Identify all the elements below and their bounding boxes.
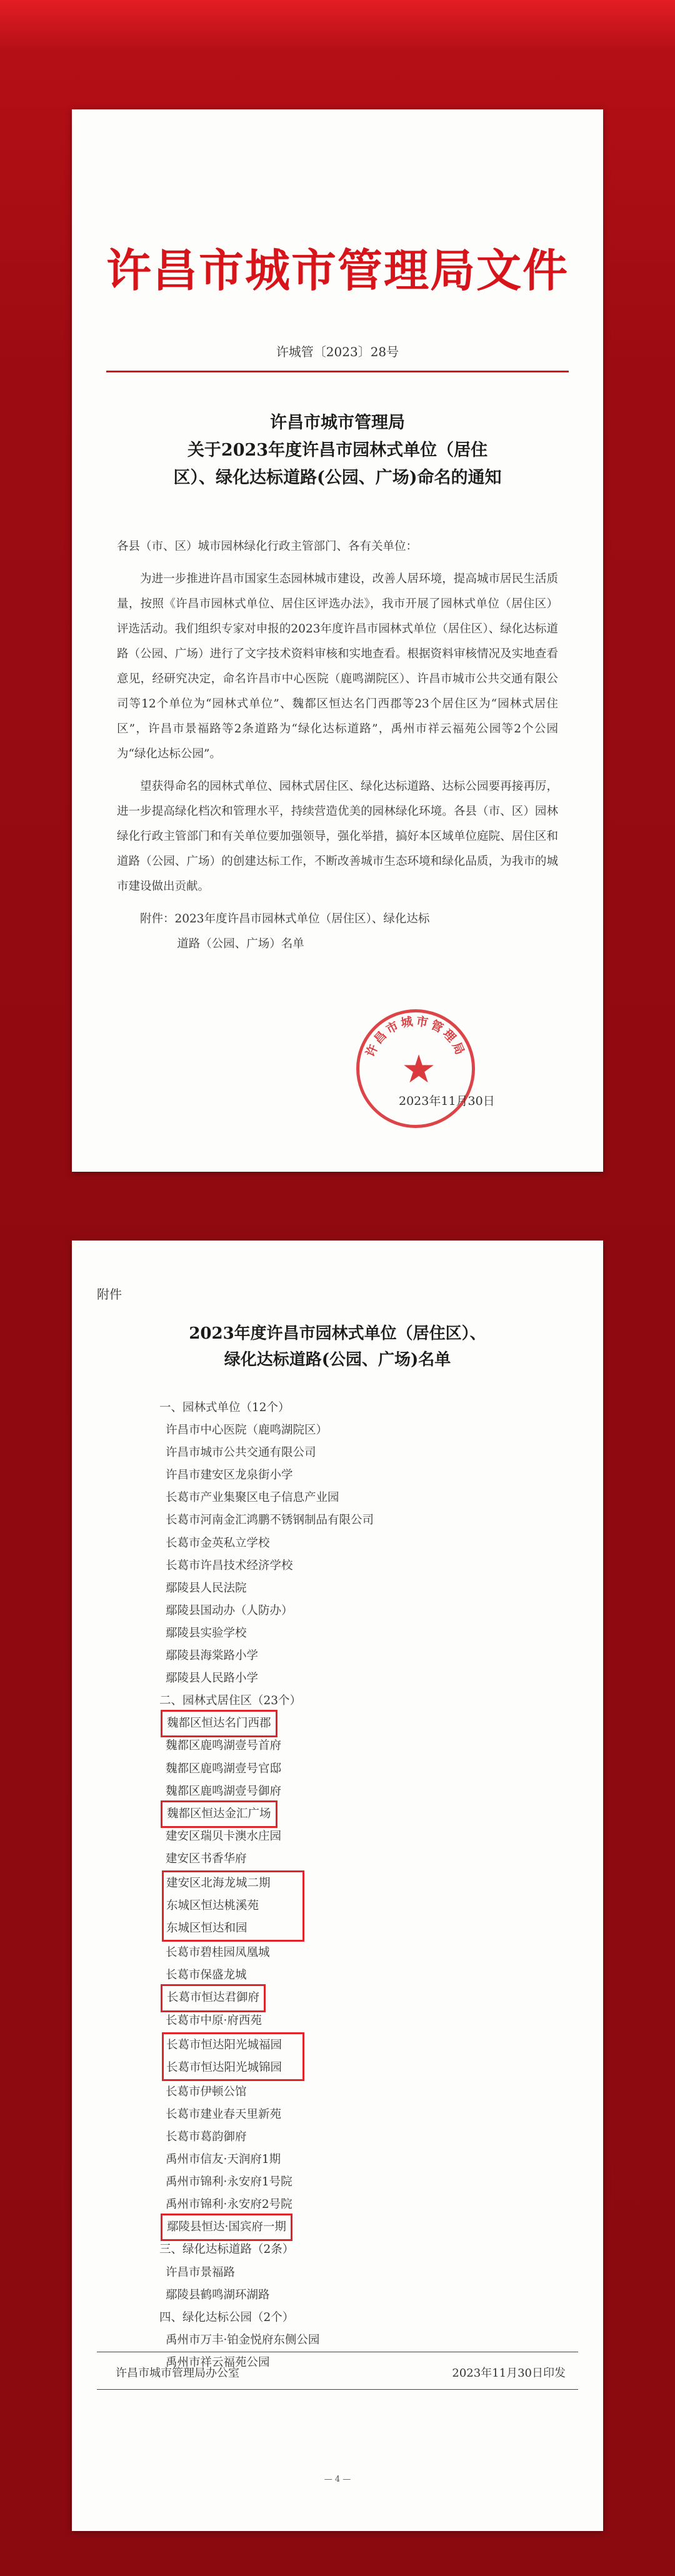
list-item: 许昌市城市公共交通有限公司 [166, 1446, 316, 1460]
annex-list [159, 1397, 541, 2374]
list-item: 东城区恒达和园 [166, 1922, 248, 1935]
notice-title-line2: 关于2023年度许昌市园林式单位（居住 [187, 441, 488, 460]
notice-date: 2023年11月30日 [399, 1094, 495, 1108]
section3-list [166, 2262, 541, 2307]
body-paragraph-1: 为进一步推进许昌市国家生态园林城市建设，改善人居环境，提高城市居民生活质量，按照《许昌市园林式单位、居住区评选办法》，我市开展了园林式单位（居住区）评选活动。我们组织专家对申报的2023年度许昌市园林式单位（居住区）、绿化达标道路（公园、广场）进行了文字技术资料审核和实地查看。根据资料审核情况及实地查看意见，经研究决定，命名许昌市中心医院（鹿鸣湖院区）、许昌市城市公共交通有限公司等12个单位为“园林式单位”、魏都区恒达名门西郡等23个居住区为“园林式居住区”，许昌市景福路等2条道路为“绿化达标道路”，禹州市祥云福苑公园等2个公园为“绿化达标公园”。 [117, 572, 558, 761]
page-number: — 4 — [324, 2475, 351, 2484]
list-item: 长葛市碧桂园凤凰城 [166, 1946, 270, 1960]
body-paragraph-2: 望获得命名的园林式单位、园林式居住区、绿化达标道路、达标公园要再接再厉，进一步提高绿化档次和管理水平，持续营造优美的园林绿化环境。各县（市、区）园林绿化行政主管部门和有关单位要加强领导，强化举措，搞好本区域单位庭院、居住区和道路（公园、广场）的创建达标工作，不断改善城市生态环境和绿化品质，为我市的城市建设做出贡献。 [117, 780, 558, 893]
list-item: 长葛市葛韵御府 [166, 2130, 247, 2144]
notice-title [128, 409, 547, 492]
annex-title-line2: 绿化达标道路(公园、广场)名单 [224, 1350, 451, 1369]
document-header: 许昌市城市管理局文件 [106, 244, 569, 297]
section2-list [166, 1712, 541, 2239]
list-item: 长葛市保盛龙城 [166, 1969, 247, 1982]
list-item: 长葛市建业春天里新苑 [166, 2107, 282, 2121]
highlighted-item: 魏都区恒达名门西郡 [163, 1712, 275, 1735]
list-item: 长葛市金英私立学校 [166, 1536, 270, 1550]
list-item: 鄢陵县海棠路小学 [166, 1649, 259, 1663]
list-item: 建安区书香华府 [166, 1852, 247, 1865]
section3-heading: 三、绿化达标道路（2条） [159, 2243, 294, 2257]
list-item: 鄢陵县人民法院 [166, 1581, 247, 1595]
list-item: 许昌市中心医院（鹿鸣湖院区） [166, 1424, 328, 1437]
list-item: 鄢陵县鹤鸣湖环湖路 [166, 2288, 270, 2302]
list-item: 长葛市恒达阳光城锦园 [166, 2060, 282, 2074]
section1-list [166, 1419, 541, 1690]
list-item: 禹州市锦利·永安府2号院 [166, 2198, 292, 2212]
highlighted-item: 鄢陵县恒达·国宾府一期 [163, 2216, 290, 2239]
section1-heading: 一、园林式单位（12个） [159, 1401, 290, 1414]
annex-title [109, 1320, 566, 1373]
annex-page [72, 1241, 603, 2531]
attachment-line1: 附件：2023年度许昌市园林式单位（居住区）、绿化达标 [140, 912, 430, 926]
annex-title-line1: 2023年度许昌市园林式单位（居住区）、 [189, 1324, 486, 1343]
list-item: 长葛市恒达阳光城福园 [166, 2038, 282, 2052]
footer-date: 2023年11月30日印发 [452, 2367, 566, 2380]
list-item: 禹州市万丰·铂金悦府东侧公园 [166, 2333, 320, 2347]
list-item: 东城区恒达桃溪苑 [166, 1899, 259, 1913]
list-item: 禹州市祥云福苑公园 [166, 2355, 270, 2369]
notice-page [72, 109, 603, 1172]
footer-office: 许昌市城市管理局办公室 [116, 2367, 239, 2380]
attachment-line2: 道路（公园、广场）名单 [177, 937, 304, 951]
notice-body [117, 534, 558, 957]
annex-label: 附件 [97, 1287, 122, 1302]
list-item: 魏都区鹿鸣湖壹号首府 [166, 1739, 282, 1753]
official-seal [356, 1009, 475, 1128]
list-item: 许昌市建安区龙泉街小学 [166, 1469, 293, 1482]
list-item: 长葛市许昌技术经济学校 [166, 1559, 293, 1572]
list-item: 鄢陵县国动办（人防办） [166, 1604, 293, 1617]
list-item: 长葛市河南金汇鸿鹏不锈钢制品有限公司 [166, 1514, 374, 1527]
highlight-group [162, 2032, 304, 2081]
list-item: 禹州市锦利·永安府1号院 [166, 2175, 292, 2189]
highlight-group [162, 1870, 304, 1942]
list-item: 许昌市景福路 [166, 2265, 236, 2279]
list-item: 鄢陵县人民路小学 [166, 1672, 259, 1685]
list-item: 长葛市伊顿公馆 [166, 2085, 247, 2099]
notice-title-line3: 区）、绿化达标道路(公园、广场)命名的通知 [173, 468, 502, 487]
list-item: 长葛市中原·府西苑 [166, 2014, 262, 2027]
section4-heading: 四、绿化达标公园（2个） [159, 2310, 294, 2324]
seal-text: 许昌市城市管理局 [363, 1014, 468, 1059]
salutation: 各县（市、区）城市园林绿化行政主管部门、各有关单位： [117, 540, 418, 553]
list-item: 魏都区鹿鸣湖壹号御府 [166, 1784, 282, 1798]
list-item: 建安区瑞贝卡澳水庄园 [166, 1829, 282, 1843]
list-item: 长葛市产业集聚区电子信息产业园 [166, 1491, 339, 1505]
footer-divider-bottom [97, 2389, 578, 2390]
list-item: 禹州市信友·天润府1期 [166, 2153, 281, 2167]
red-divider [106, 371, 569, 372]
document-number: 许城管〔2023〕28号 [276, 344, 399, 359]
seal-star-icon: ★ [401, 1046, 436, 1092]
list-item: 魏都区鹿鸣湖壹号官邸 [166, 1762, 282, 1775]
list-item: 鄢陵县实验学校 [166, 1626, 247, 1640]
highlighted-item: 魏都区恒达金汇广场 [163, 1803, 275, 1825]
section2-heading: 二、园林式居住区（23个） [159, 1694, 302, 1708]
attachment-note [117, 907, 558, 957]
notice-title-line1: 许昌市城市管理局 [270, 413, 405, 432]
list-item: 建安区北海龙城二期 [166, 1876, 271, 1890]
highlighted-item: 长葛市恒达君御府 [163, 1987, 263, 2009]
